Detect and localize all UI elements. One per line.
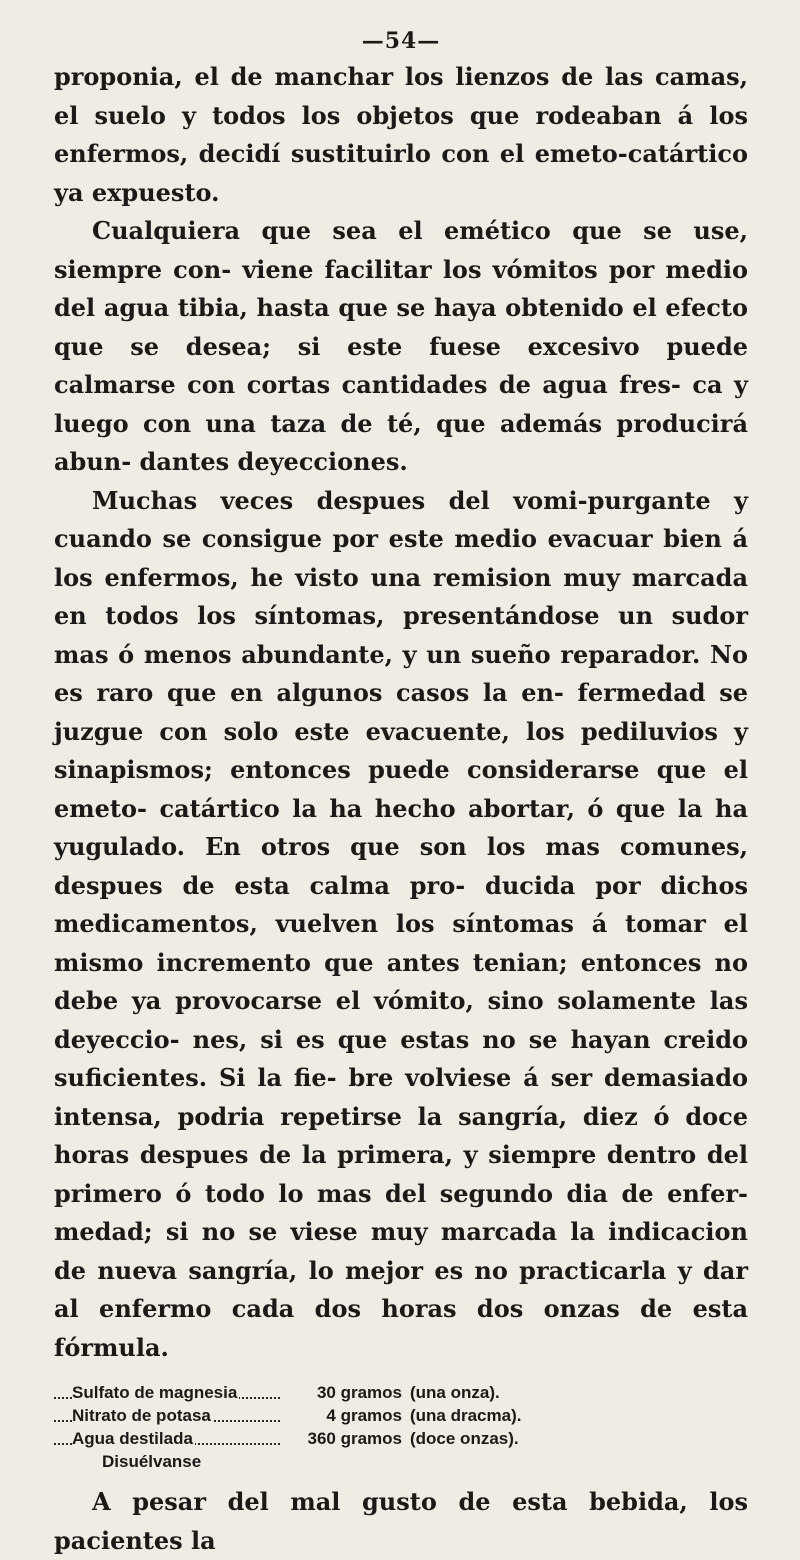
- paragraph-emetic: Cualquiera que sea el emético que se use, siempre con- viene facilitar los vómitos por medio del agua tibia, hasta que se haya obtenido el efecto que se desea; si este fuese excesivo puede calmarse con cortas cantidades de agua fres- ca y luego con una taza de té, que además producirá abun- dantes deyecciones.: [54, 216, 748, 476]
- page-number: —54—: [361, 28, 441, 54]
- ingredient-equivalent: (doce onzas).: [410, 1429, 519, 1448]
- formula-row: [54, 1427, 748, 1450]
- ingredient-equivalent: (una onza).: [410, 1383, 500, 1402]
- closing-text: [54, 1483, 748, 1560]
- paragraph-closing: A pesar del mal gusto de esta bebida, los pacientes la: [54, 1487, 748, 1555]
- ingredient-name: Nitrato de potasa: [54, 1404, 284, 1427]
- ingredient-name: Agua destilada: [54, 1427, 284, 1450]
- formula-row: [54, 1404, 748, 1427]
- ingredient-amount: 4 gramos: [326, 1406, 402, 1425]
- paragraph-continuation: proponia, el de manchar los lienzos de las camas, el suelo y todos los objetos que rodeaban á los enfermos, decidí sustituirlo con el emeto-catártico ya expuesto.: [54, 62, 748, 207]
- book-page: [54, 28, 748, 1560]
- ingredient-amount: 30 gramos: [316, 1383, 402, 1402]
- ingredient-equivalent: (una dracma).: [410, 1406, 522, 1425]
- formula-row: [54, 1381, 748, 1404]
- paragraph-purgative: Muchas veces despues del vomi-purgante y cuando se consigue por este medio evacuar bien á los enfermos, he visto una remision muy marcada en todos los síntomas, presentándose un sudor mas ó menos abundante, y un sueño reparador. No es raro que en algunos casos la en- fermedad se juzgue con solo este evacuente, los pediluvios y sinapismos; entonces puede considerarse que el emeto- catártico la ha hecho abortar, ó que la ha yugulado. En otros que son los mas comunes, despues de esta calma pro- ducida por dichos medicamentos, vuelven los síntomas á tomar el mismo incremento que antes tenian; entonces no debe ya provocarse el vómito, sino solamente las deyeccio- nes, si es que estas no se hayan creido suficientes. Si la fie- bre volviese á ser demasiado intensa, podria repetirse la sangría, diez ó doce horas despues de la primera, y siempre dentro del primero ó todo lo mas del segundo dia de enfer- medad; si no se viese muy marcada la indicacion de nueva sangría, lo mejor es no practicarla y dar al enfermo cada dos horas dos onzas de esta fórmula.: [54, 485, 748, 1362]
- ingredient-name: Sulfato de magnesia: [54, 1381, 284, 1404]
- formula-instruction: Disuélvanse: [102, 1452, 202, 1471]
- body-text: [54, 58, 748, 1367]
- ingredient-amount: 360 gramos: [307, 1429, 402, 1448]
- prescription-formula: [54, 1381, 748, 1473]
